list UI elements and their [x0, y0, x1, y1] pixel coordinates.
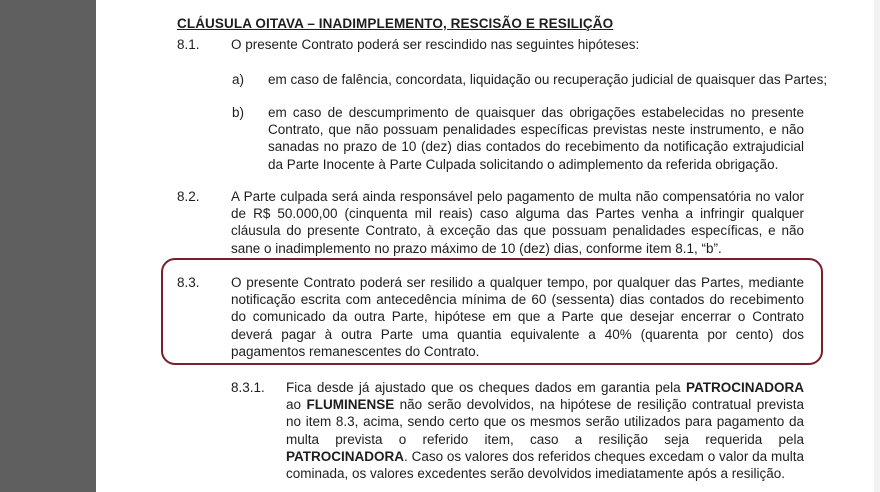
- party-patrocinadora-2: PATROCINADORA: [286, 448, 404, 464]
- clause-8-3-1-part4: . Caso os valores dos referidos cheques excedam o valor da multa cominada, os valores excedentes serão devolvidos imediatamente após a resilição.: [286, 448, 804, 482]
- document-page: [96, 0, 874, 492]
- party-patrocinadora: PATROCINADORA: [686, 380, 804, 395]
- viewer-background-right: [874, 0, 880, 492]
- clause-8-2-number: 8.2.: [177, 189, 200, 204]
- clause-8-3-1-text: [286, 379, 804, 482]
- clause-8-1-number: 8.1.: [177, 37, 200, 52]
- clause-8-3-number: 8.3.: [177, 275, 200, 290]
- clause-8-3-text: O presente Contrato poderá ser resilido a qualquer tempo, por qualquer das Partes, mediante notificação escrita com antecedência mínima de 60 (sessenta) dias contados do recebimento do comunicado da outra Parte, hipótese em que a Parte que desejar encerrar o Contrato deverá pagar à outra Parte uma quantia equivalente a 40% (quarenta por cento) dos pagamentos remanescentes do Contrato.: [231, 275, 804, 359]
- clause-8-3-1-part1: Fica desde já ajustado que os cheques dados em garantia pela: [286, 380, 686, 395]
- item-b-label: b): [232, 105, 245, 120]
- clause-heading: CLÁUSULA OITAVA – INADIMPLEMENTO, RESCISÃO E RESILIÇÃO: [177, 16, 614, 31]
- item-a-text: em caso de falência, concordata, liquidação ou recuperação judicial de quaisquer das Partes;: [268, 72, 828, 87]
- clause-8-3-1-part2: ao: [286, 397, 307, 413]
- clause-8-1-text: O presente Contrato poderá ser rescindido nas seguintes hipóteses:: [231, 37, 640, 52]
- clause-8-3-1-number: 8.3.1.: [231, 380, 265, 395]
- clause-8-2-text: A Parte culpada será ainda responsável pelo pagamento de multa não compensatória no valor de R$ 50.000,00 (cinquenta mil reais) caso alguma das Partes venha a infringir qualquer cláusula do presente Contrato, à exceção das que possuam penalidades específicas, e não sane o inadimplemento no prazo máximo de 10 (dez) dias, conforme item 8.1, “b”.: [231, 189, 804, 256]
- viewer-background-left: [0, 0, 96, 492]
- item-a-label: a): [232, 72, 245, 87]
- party-fluminense: FLUMINENSE: [306, 397, 395, 413]
- clause-8-3-1-part3: não serão devolvidos, na hipótese de resilição contratual prevista no item 8.3, acima, sendo certo que os mesmos serão utilizados para pagamento da multa prevista o referido item, caso a resilição seja requerida pela: [286, 397, 804, 447]
- item-b-text: em caso de descumprimento de quaisquer das obrigações estabelecidas no presente Contrato, que não possuam penalidades específicas previstas neste instrumento, e não sanadas no prazo de 10 (dez) dias contados do recebimento da notificação extrajudicial da Parte Inocente à Parte Culpada solicitando o adimplemento da referida obrigação.: [268, 105, 804, 172]
